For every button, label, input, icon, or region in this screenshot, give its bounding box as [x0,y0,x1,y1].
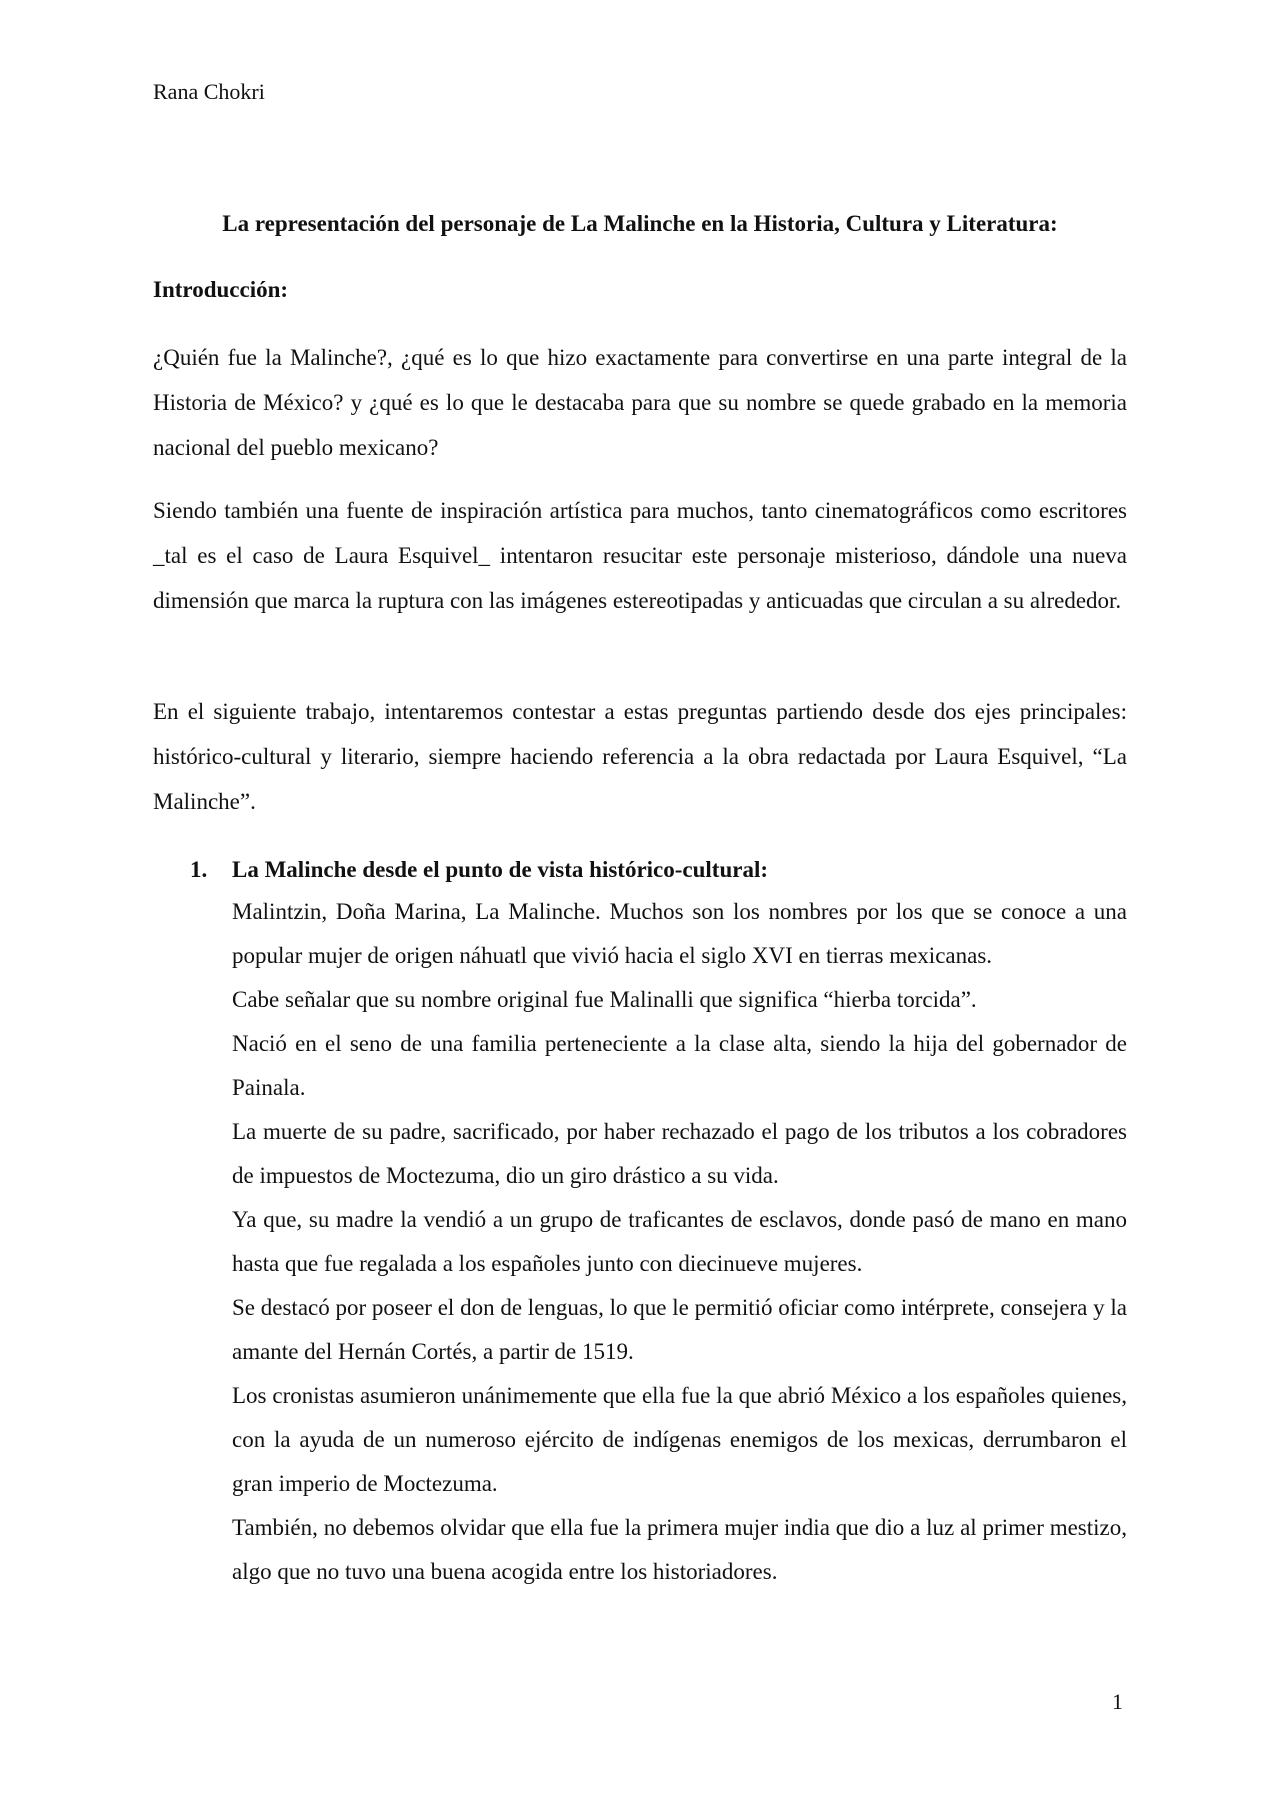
section-1-paragraph: Se destacó por poseer el don de lenguas, lo que le permitió oficiar como intérprete, consejera y la amante del Hernán Cortés, a partir de 1519. [232,1295,1127,1364]
section-1-number: 1. [190,857,208,882]
intro-paragraph-1: ¿Quién fue la Malinche?, ¿qué es lo que hizo exactamente para convertirse en una parte integral de la Historia de México? y ¿qué es lo que le destacaba para que su nombre se quede grabado en la memoria nacional del pueblo mexicano? [153,345,1127,460]
section-1-paragraph: Los cronistas asumieron unánimemente que ella fue la que abrió México a los españoles quienes, con la ayuda de un numeroso ejército de indígenas enemigos de los mexicas, derrumbaron el gran imperio de Moctezuma. [232,1383,1127,1496]
section-1-paragraph: Nació en el seno de una familia perteneciente a la clase alta, siendo la hija del gobernador de Painala. [232,1031,1127,1100]
section-1-paragraph: Cabe señalar que su nombre original fue Malinalli que significa “hierba torcida”. [232,987,977,1012]
section-1-paragraph: Malintzin, Doña Marina, La Malinche. Muchos son los nombres por los que se conoce a una popular mujer de origen náhuatl que vivió hacia el siglo XVI en tierras mexicanas. [232,899,1127,968]
section-1-heading [190,850,1127,890]
section-1-paragraph: Ya que, su madre la vendió a un grupo de traficantes de esclavos, donde pasó de mano en mano hasta que fue regalada a los españoles junto con diecinueve mujeres. [232,1207,1127,1276]
section-1-paragraph: La muerte de su padre, sacrificado, por haber rechazado el pago de los tributos a los cobradores de impuestos de Moctezuma, dio un giro drástico a su vida. [232,1119,1127,1188]
author-name: Rana Chokri [153,79,265,104]
intro-paragraph-3: En el siguiente trabajo, intentaremos contestar a estas preguntas partiendo desde dos ejes principales: histórico-cultural y literario, siempre haciendo referencia a la obra redactada por Laura Esquivel, “La Malinche”. [153,699,1127,814]
intro-heading: Introducción: [153,277,289,302]
section-1-paragraph: También, no debemos olvidar que ella fue la primera mujer india que dio a luz al primer mestizo, algo que no tuvo una buena acogida entre los historiadores. [232,1515,1127,1584]
section-1-body [232,890,1127,1594]
section-1 [190,850,1127,1594]
document-title: La representación del personaje de La Malinche en la Historia, Cultura y Literatura: [222,211,1058,236]
page-number: 1 [1112,1689,1123,1714]
section-1-heading-text: La Malinche desde el punto de vista histórico-cultural: [232,857,769,882]
intro-paragraph-2: Siendo también una fuente de inspiración artística para muchos, tanto cinematográficos como escritores _tal es el caso de Laura Esquivel_ intentaron resucitar este personaje misterioso, dándole una nueva dimensión que marca la ruptura con las imágenes estereotipadas y anticuadas que circulan a su alrededor. [153,498,1127,613]
